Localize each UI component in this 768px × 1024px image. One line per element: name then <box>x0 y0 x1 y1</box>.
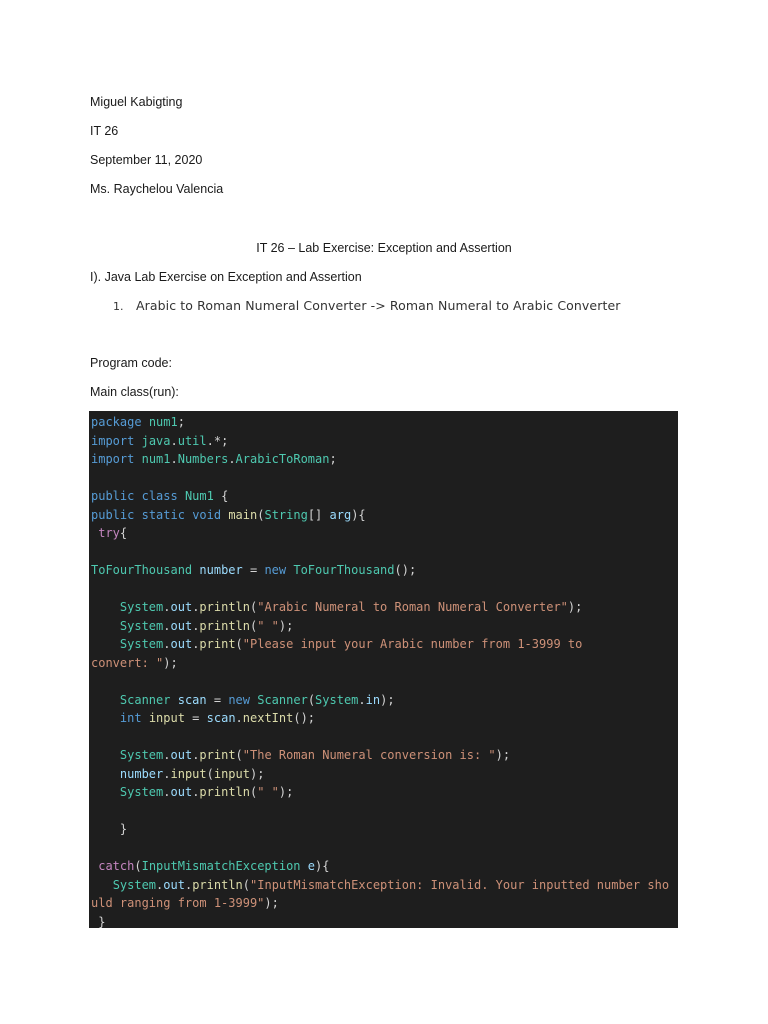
code-line: System.out.println("InputMismatchException: Invalid. Your inputted number sho <box>112 877 670 892</box>
code-line: System.out.print("Please input your Arabic number from 1-3999 to <box>119 637 583 651</box>
code-line: import num1.Numbers.ArabicToRoman; <box>91 452 337 466</box>
code-line: catch(InputMismatchException e){ <box>98 859 330 873</box>
code-line: } <box>91 914 106 928</box>
code-line: try{ <box>98 526 128 540</box>
code-line: number.input(input); <box>119 766 265 781</box>
code-line: package num1; <box>91 415 185 429</box>
course-code: IT 26 <box>90 124 119 138</box>
code-line: System.out.print("The Roman Numeral conversion is: "); <box>119 748 511 762</box>
main-class-label: Main class(run): <box>90 385 179 399</box>
instructor-name: Ms. Raychelou Valencia <box>90 182 224 196</box>
code-line: ToFourThousand number = new ToFourThousand(); <box>91 563 417 577</box>
document-date: September 11, 2020 <box>90 153 203 167</box>
code-line: System.out.println("Arabic Numeral to Roman Numeral Converter"); <box>119 600 583 614</box>
code-line: convert: "); <box>91 655 178 670</box>
code-line: Scanner scan = new Scanner(System.in); <box>119 692 395 707</box>
code-line: public static void main(String[] arg){ <box>91 507 366 522</box>
list-item <box>113 298 620 313</box>
code-line: } <box>91 822 128 836</box>
list-item-text: Arabic to Roman Numeral Converter -> Roman Numeral to Arabic Converter <box>136 298 621 313</box>
author-name: Miguel Kabigting <box>90 95 183 109</box>
code-line: int input = scan.nextInt(); <box>119 711 316 725</box>
code-block <box>89 411 678 928</box>
document-title: IT 26 – Lab Exercise: Exception and Assertion <box>256 241 512 255</box>
section-heading: I). Java Lab Exercise on Exception and Assertion <box>90 270 362 284</box>
code-line: import java.util.*; <box>91 433 229 448</box>
code-line: System.out.println(" "); <box>119 618 294 633</box>
code-line: uld ranging from 1-3999"); <box>91 896 279 910</box>
code-line: System.out.println(" "); <box>119 785 294 799</box>
list-item-number: 1. <box>113 300 124 313</box>
code-line: public class Num1 { <box>91 489 229 503</box>
program-code-label: Program code: <box>90 356 172 370</box>
